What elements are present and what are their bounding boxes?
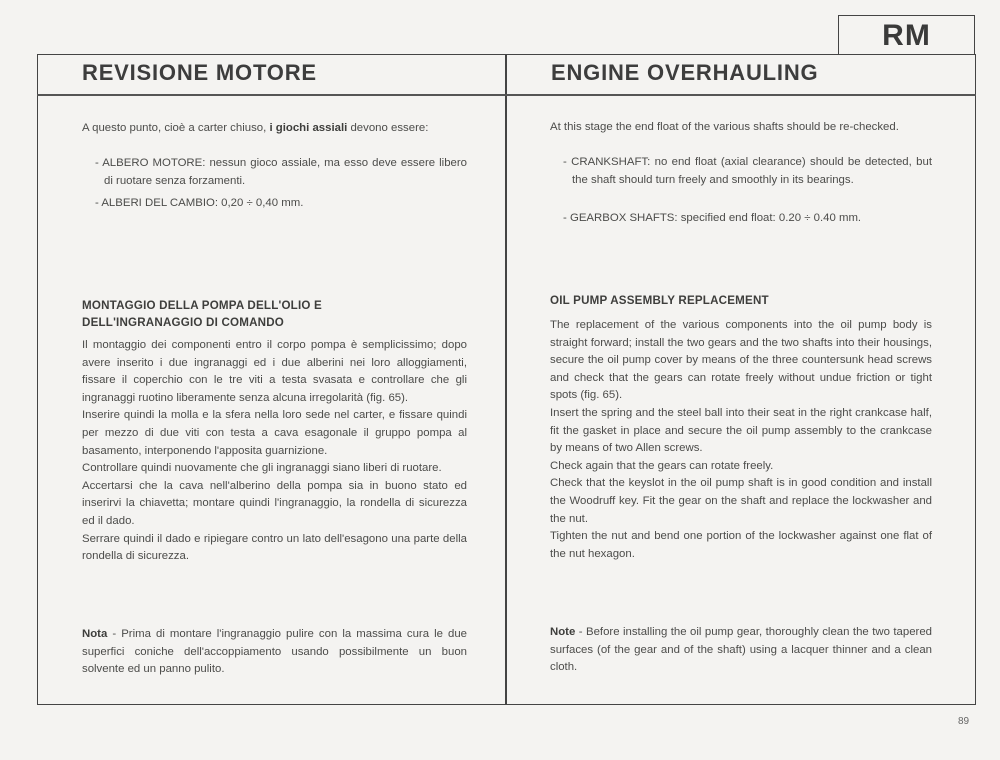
right-paragraph: Insert the spring and the steel ball into their seat in the right crankcase half, fit the gasket in place and secure the oil pump assembly to the crankcase by means of two Allen screws. [550,406,932,455]
left-intro-text-b: devono essere: [347,122,429,134]
left-title: REVISIONE MOTORE [82,60,317,85]
right-note-label: Note [550,626,576,638]
left-paragraph: Controllare quindi nuovamente che gli ingranaggi siano liberi di ruotare. [82,462,442,475]
left-intro [82,120,467,138]
right-note-text: - Before installing the oil pump gear, thoroughly clean the two tapered surfaces (of the gear and of the shaft) using a lacquer thinner and a clean cloth. [550,626,932,674]
left-note-text: - Prima di montare l'ingranaggio pulire con la massima cura le due superfici coniche dell'accoppiamento usando possibilmente un buon solvente ed un panno pulito. [82,628,467,676]
right-bullet-crankshaft: - CRANKSHAFT: no end float (axial clearance) should be detected, but the shaft should turn freely and smoothly in its bearings. [563,156,932,186]
right-paragraph: Check that the keyslot in the oil pump shaft is in good condition and install the Woodruff key. Fit the gear on the shaft and replace the lockwasher and the nut. [550,477,932,525]
left-intro-text-a: A questo punto, cioè a carter chiuso, [82,122,270,134]
right-title: ENGINE OVERHAULING [551,60,819,85]
left-paragraph: Il montaggio dei componenti entro il corpo pompa è semplicissimo; dopo avere inserito i due ingranaggi ed i due alberini nei loro alloggiamenti, fissare il coperchio con le tre viti a testa svasata e controllare che gli ingranaggi ruotino liberamente senza alcuna irregolarità (fig. 65). [82,339,467,404]
right-body [550,317,932,563]
left-note [82,626,467,679]
right-note [550,624,932,677]
left-paragraph: Serrare quindi il dado e ripiegare contro un lato dell'esagono una parte della rondella di sicurezza. [82,532,467,563]
right-paragraph: Check again that the gears can rotate freely. [550,459,774,472]
right-subheading: OIL PUMP ASSEMBLY REPLACEMENT [550,294,769,307]
left-intro-bold: i giochi assiali [269,122,348,134]
left-note-label: Nota [82,628,108,640]
right-intro: At this stage the end float of the various shafts should be re-checked. [550,121,899,133]
header-rule [37,94,976,96]
left-body [82,337,467,566]
left-bullet-crankshaft: - ALBERO MOTORE: nessun gioco assiale, ma esso deve essere libero di ruotare senza forzamenti. [95,157,467,187]
left-paragraph: Accertarsi che la cava nell'alberino della pompa sia in buono stato ed inserirvi la chiavetta; montare quindi l'ingranaggio, la rondella di sicurezza ed il dado. [82,479,467,527]
right-paragraph: Tighten the nut and bend one portion of the lockwasher against one flat of the nut hexagon. [550,530,932,560]
left-paragraph: Inserire quindi la molla e la sfera nella loro sede nel carter, e fissare quindi per mezzo di due viti con testa a cava esagonale il gruppo pompa al basamento, interponendo l'apposita guarnizione. [82,409,467,457]
left-bullet-gearbox: - ALBERI DEL CAMBIO: 0,20 ÷ 0,40 mm. [95,197,304,209]
left-subheading [82,297,467,331]
left-subheading-line1: MONTAGGIO DELLA POMPA DELL'OLIO E [82,299,322,312]
right-paragraph: The replacement of the various components into the oil pump body is straight forward; install the two gears and the two shafts into their housings, secure the oil pump cover by means of the three countersunk head screws and check that the gears can rotate freely without undue friction or tight spots (fig. 65). [550,319,932,402]
column-divider [505,54,507,705]
section-code-tab: RM [838,15,975,55]
left-subheading-line2: DELL'INGRANAGGIO DI COMANDO [82,316,285,329]
page-number: 89 [958,716,970,727]
right-bullet-gearbox: - GEARBOX SHAFTS: specified end float: 0.20 ÷ 0.40 mm. [563,212,862,224]
